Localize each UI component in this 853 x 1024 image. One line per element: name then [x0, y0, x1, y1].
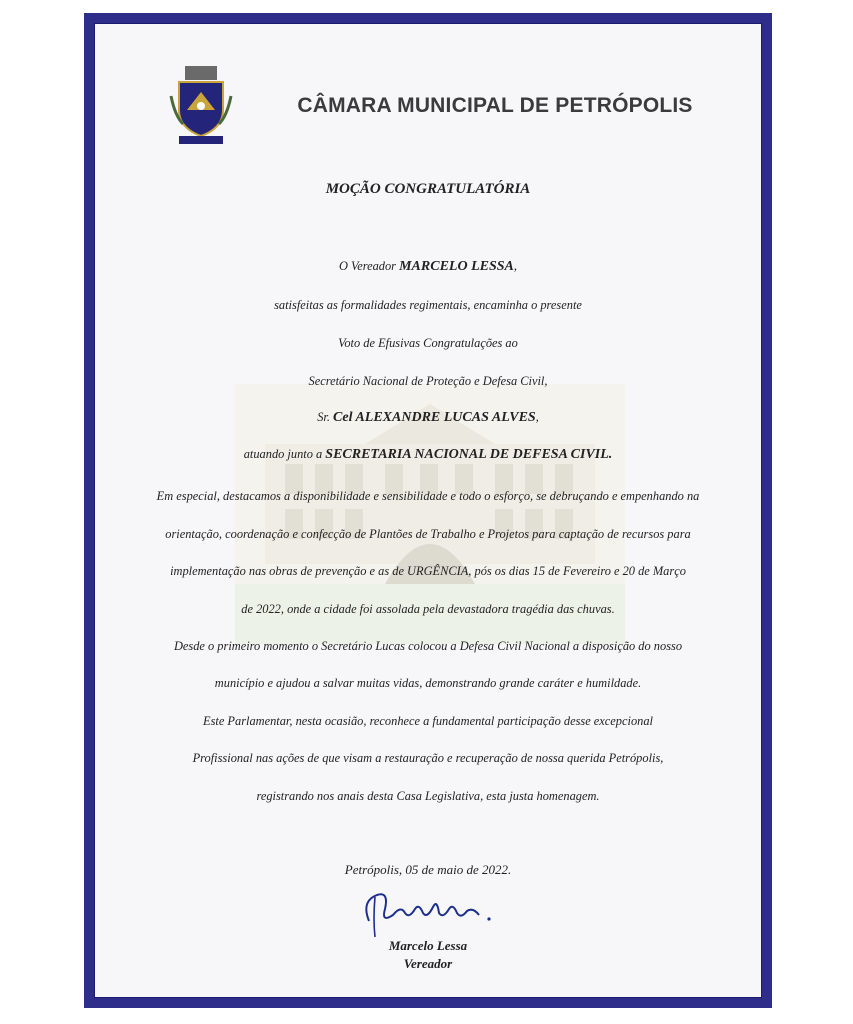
- honoree-name: Cel ALEXANDRE LUCAS ALVES: [333, 410, 536, 425]
- date-line: Petrópolis, 05 de maio de 2022.: [344, 862, 512, 877]
- body-line: registrando nos anais desta Casa Legislativa, esta justa homenagem.: [256, 789, 600, 803]
- intro-line: [115, 259, 741, 275]
- document-title: MOÇÃO CONGRATULATÓRIA: [325, 181, 531, 197]
- agency-name: SECRETARIA NACIONAL DE DEFESA CIVIL.: [325, 447, 613, 462]
- page-header-title: CÂMARA MUNICIPAL DE PETRÓPOLIS: [297, 94, 693, 117]
- certificate-paper: [94, 23, 762, 998]
- body-line: Em especial, destacamos a disponibilidade e sensibilidade e todo o esforço, se debruçando e empenhando na: [156, 489, 700, 503]
- agency-line: [115, 447, 741, 463]
- vereador-prefix: O Vereador: [339, 259, 400, 273]
- agency-prefix: atuando junto a: [243, 447, 326, 461]
- body-line: implementação nas obras de prevenção e as de URGÊNCIA, pós os dias 15 de Fevereiro e 20 de Março: [170, 564, 686, 578]
- vereador-suffix: ,: [513, 259, 517, 273]
- body-line: Este Parlamentar, nesta ocasião, reconhece a fundamental participação desse excepcional: [203, 714, 653, 728]
- body-line: orientação, coordenação e confecção de Plantões de Trabalho e Projetos para captação de recursos para: [165, 527, 691, 541]
- handwritten-signature-icon: [355, 879, 515, 939]
- vereador-name: MARCELO LESSA: [399, 259, 514, 274]
- honoree-line: [115, 410, 741, 426]
- body-line: município e ajudou a salvar muitas vidas, demonstrando grande caráter e humildade.: [214, 676, 642, 690]
- body-line: Profissional nas ações de que visam a restauração e recuperação de nossa querida Petrópolis,: [192, 751, 664, 765]
- honoree-suffix: ,: [535, 410, 539, 424]
- body-line: Voto de Efusivas Congratulações ao: [338, 336, 518, 350]
- body-line: Secretário Nacional de Proteção e Defesa Civil,: [308, 374, 548, 388]
- honoree-prefix: Sr.: [317, 410, 334, 424]
- municipal-crest-icon: [169, 66, 233, 146]
- body-line: de 2022, onde a cidade foi assolada pela devastadora tragédia das chuvas.: [241, 602, 615, 616]
- body-line: Desde o primeiro momento o Secretário Lucas colocou a Defesa Civil Nacional a disposição do nosso: [173, 639, 683, 653]
- certificate-frame: [84, 13, 772, 1008]
- signer-role: Vereador: [403, 956, 453, 971]
- signer-name: Marcelo Lessa: [388, 938, 468, 953]
- body-line: satisfeitas as formalidades regimentais, encaminha o presente: [274, 298, 582, 312]
